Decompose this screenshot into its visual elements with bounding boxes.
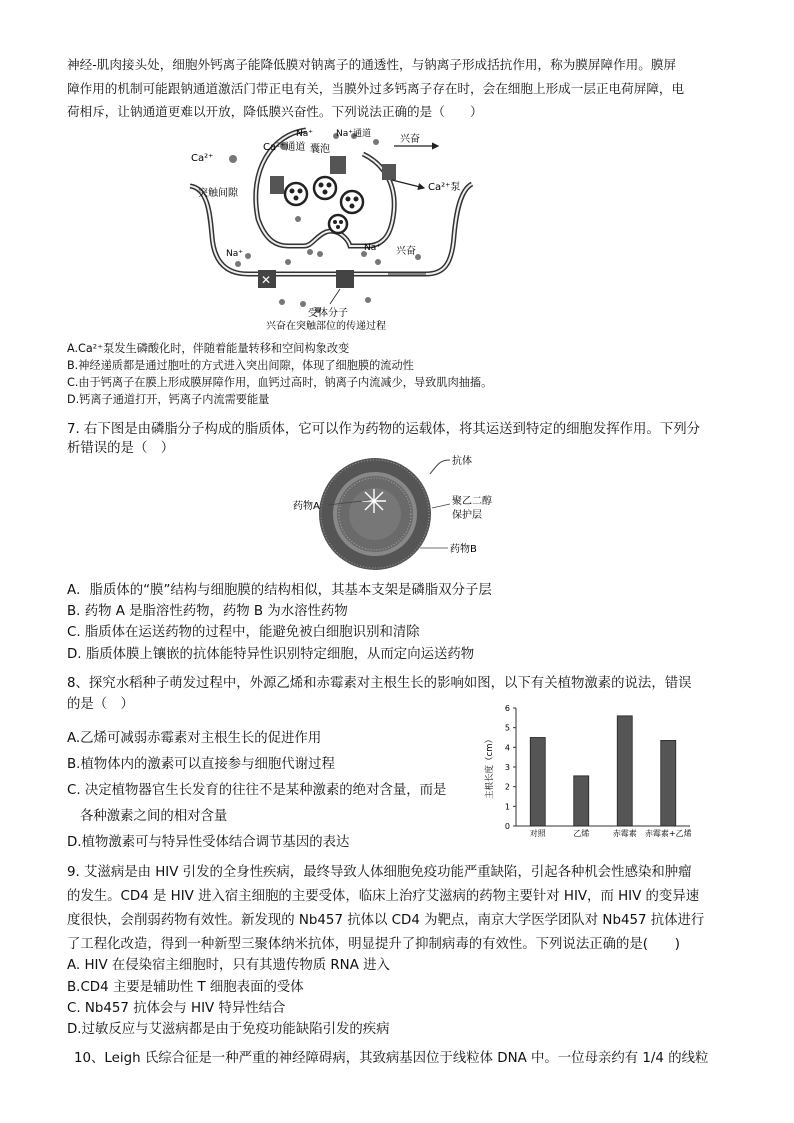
antibody-line	[430, 460, 450, 474]
ca-pump	[382, 164, 396, 180]
label-excite-top: 兴奋	[400, 134, 420, 145]
q7-option-b: B. 药物 A 是脂溶性药物，药物 B 为水溶性药物	[67, 604, 348, 619]
q9-stem-line-1: 9. 艾滋病是由 HIV 引发的全身性疾病，最终导致人体细胞免疫功能严重缺陷，引起各种机会性感染和肿瘤	[67, 865, 692, 880]
q8-option-c-cont: 各种激素之间的相对含量	[80, 809, 228, 824]
q9-stem-line-4: 了工程化改造，得到一种新型三聚体纳米抗体，明显提升了抑制病毒的有效性。下列说法正确的是( )	[67, 937, 681, 952]
label-na-top: Na⁺	[296, 129, 313, 139]
bar-0	[530, 738, 545, 827]
y-tick-label: 3	[504, 763, 510, 772]
bar-2	[617, 716, 632, 826]
category-label-3: 赤霉素+乙烯	[644, 829, 692, 838]
y-tick-label: 5	[504, 723, 510, 733]
y-tick-label: 4	[504, 743, 510, 753]
label-ca-channel: Ca²⁺通道	[263, 142, 306, 153]
q9-option-b: B.CD4 主要是辅助性 T 细胞表面的受体	[67, 980, 304, 995]
label-ca-pump: Ca²⁺泵	[428, 182, 461, 193]
q6-stem-line-2: 障作用的机制可能跟钠通道激活门带正电有关，当膜外过多钙离子存在时，会在细胞上形成一层正电荷屏障，电	[67, 81, 685, 96]
q8-option-a: A.乙烯可减弱赤霉素对主根生长的促进作用	[67, 731, 322, 746]
label-receptor: 受体分子	[308, 308, 348, 319]
label-drug-b: 药物B	[450, 544, 477, 555]
liposome	[319, 458, 431, 570]
q8-stem-line-1: 8、探究水稻种子萌发过程中，外源乙烯和赤霉素对主根生长的影响如图，以下有关植物激素的说法，错误	[67, 676, 692, 691]
q7-stem-line-1: 7. 右下图是由磷脂分子构成的脂质体，它可以作为药物的运载体，将其运送到特定的细胞发挥作用。下列分	[67, 422, 700, 437]
q6-option-b: B.神经递质都是通过胞吐的方式进入突出间隙，体现了细胞膜的流动性	[67, 359, 414, 372]
label-drug-a: 药物A	[293, 501, 320, 512]
category-label-2: 赤霉素	[612, 829, 637, 838]
q8-option-b: B.植物体内的激素可以直接参与细胞代谢过程	[67, 757, 335, 772]
y-axis-label: 主根长度（cm）	[485, 735, 495, 799]
q9-stem-line-3: 度很快，会削弱药物有效性。新发现的 Nb457 抗体以 CD4 为靶点，南京大学医学团队对 Nb457 抗体进行	[67, 913, 705, 928]
q9-option-d: D.过敏反应与艾滋病都是由于免疫功能缺陷引发的疾病	[67, 1022, 390, 1037]
pump-arrow	[392, 180, 424, 188]
root-length-bar-chart	[480, 700, 695, 842]
bar-3	[661, 740, 676, 826]
category-label-1: 乙烯	[573, 829, 590, 838]
label-na-left: Na⁺	[226, 249, 243, 259]
figure-caption: 兴奋在突触部位的传递过程	[266, 321, 386, 332]
ca-channel	[270, 176, 284, 194]
label-vesicle: 囊泡	[310, 144, 330, 155]
label-ca-left: Ca²⁺	[191, 153, 214, 164]
label-na-right: Na⁺	[364, 243, 381, 253]
q8-stem-line-2: 的是（ ）	[67, 697, 134, 712]
q9-option-c: C. Nb457 抗体会与 HIV 特异性结合	[67, 1001, 286, 1016]
bar-1	[574, 776, 589, 826]
q7-option-c: C. 脂质体在运送药物的过程中，能避免被白细胞识别和清除	[67, 625, 420, 640]
liposome-figure	[290, 452, 505, 577]
y-tick-label: 0	[504, 822, 510, 831]
label-excite-bottom: 兴奋	[396, 246, 416, 257]
q7-option-a: A．脂质体的“膜”结构与细胞膜的结构相似，其基本支架是磷脂双分子层	[67, 583, 492, 598]
q7-stem-line-2: 析错误的是（ ）	[67, 441, 175, 456]
label-cleft: 突触间隙	[198, 188, 238, 199]
category-label-0: 对照	[529, 829, 546, 838]
q6-stem-line-3: 荷相斥，让钠通道更难以开放，降低膜兴奋性。下列说法正确的是（ ）	[67, 104, 483, 119]
q9-stem-line-2: 的发生。CD4 是 HIV 进入宿主细胞的主要受体，临床上治疗艾滋病的药物主要针对 HIV，而 HIV 的变异速	[67, 889, 700, 904]
q6-option-a: A.Ca²⁺泵发生磷酸化时，伴随着能量转移和空间构象改变	[67, 342, 350, 355]
na-channel	[330, 156, 346, 174]
label-peg-1: 聚乙二醇	[452, 496, 492, 507]
y-tick-label: 6	[504, 704, 510, 713]
synapse-figure	[188, 124, 473, 332]
drug-a-star	[362, 489, 386, 513]
q8-option-d: D.植物激素可与特异性受体结合调节基因的表达	[67, 835, 350, 850]
vesicle-group	[285, 177, 363, 233]
q6-stem-line-1: 神经-肌肉接头处，细胞外钙离子能降低膜对钠离子的通透性，与钠离子形成括抗作用，称为膜屏障作用。膜屏	[67, 57, 677, 72]
q6-option-d: D.钙离子通道打开，钙离子内流需要能量	[67, 393, 270, 406]
q10-stem: 10、Leigh 氏综合征是一种严重的神经障碍病，其致病基因位于线粒体 DNA 中。一位母亲约有 1/4 的线粒	[74, 1051, 709, 1066]
q6-option-c: C.由于钙离子在膜上形成膜屏障作用，血钙过高时，钠离子内流减少，导致肌肉抽搐。	[67, 376, 493, 389]
label-peg-2: 保护层	[452, 510, 482, 521]
q7-option-d: D. 脂质体膜上镶嵌的抗体能特异性识别特定细胞，从而定向运送药物	[67, 647, 475, 662]
y-tick-label: 2	[504, 782, 510, 792]
label-antibody: 抗体	[452, 456, 472, 467]
y-tick-label: 1	[504, 802, 510, 812]
label-na-channel: Na⁺通道	[336, 129, 371, 139]
receptor-right	[336, 270, 354, 288]
svg-text:✕: ✕	[261, 273, 272, 287]
q8-option-c: C. 决定植物器官生长发育的往往不是某种激素的绝对含量，而是	[67, 783, 447, 798]
q9-option-a: A. HIV 在侵染宿主细胞时，只有其遗传物质 RNA 进入	[67, 958, 390, 973]
